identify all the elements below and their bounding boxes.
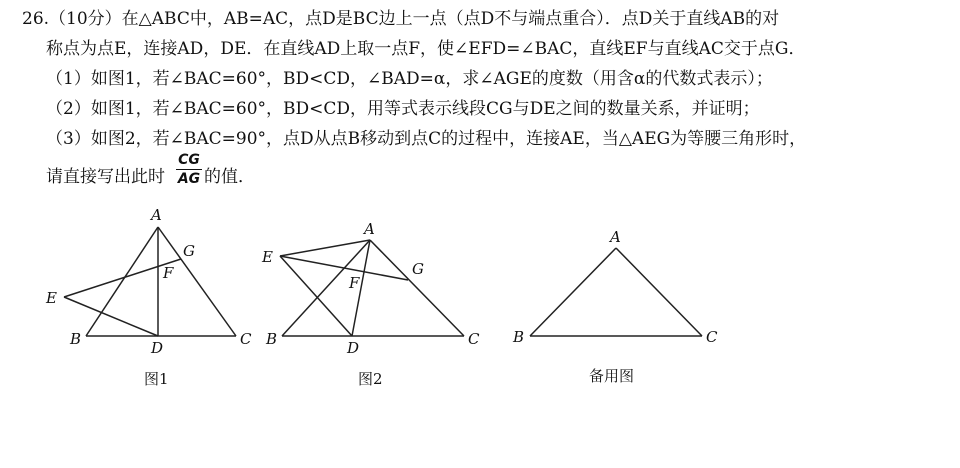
fig2-label-e: E xyxy=(262,248,273,266)
spare-caption: 备用图 xyxy=(589,367,635,385)
fraction-denominator: AG xyxy=(177,171,201,187)
problem-part-3-suffix: 的值． xyxy=(204,167,255,187)
spare-label-c: C xyxy=(706,328,718,346)
fig2-label-d: D xyxy=(347,339,360,357)
fig2-label-c: C xyxy=(468,330,480,348)
problem-line-2: 称点为点E，连接AD，DE．在直线AD上取一点F，使∠EFD=∠BAC，直线EF与直线AC交于点G． xyxy=(46,39,806,59)
spare-label-b: B xyxy=(513,328,525,346)
problem-part-3-prefix: 请直接写出此时 xyxy=(46,167,165,187)
problem-part-2: （2）如图1，若∠BAC=60°，BD<CD，用等式表示线段CG与DE之间的数量关系，并证明； xyxy=(46,99,760,119)
fig1-label-a: A xyxy=(151,206,162,224)
fig1-label-g: G xyxy=(183,242,195,260)
fig2-segment-ac xyxy=(370,240,464,336)
fig1-label-b: B xyxy=(70,330,82,348)
figure-2 xyxy=(261,220,480,388)
fig1-label-d: D xyxy=(151,339,164,357)
fig1-label-e: E xyxy=(46,289,57,307)
problem-line-1: 26.（10分）在△ABC中，AB=AC，点D是BC边上一点（点D不与端点重合）．点D关于直线AB的对 xyxy=(22,9,780,29)
fig1-caption: 图1 xyxy=(144,370,169,388)
figure-spare xyxy=(512,228,718,385)
spare-label-a: A xyxy=(610,228,621,246)
spare-segment-ac xyxy=(616,248,702,336)
spare-segment-ab xyxy=(530,248,616,336)
fig2-label-b: B xyxy=(266,330,278,348)
fig1-segment-ab xyxy=(86,227,158,336)
fig2-label-a: A xyxy=(364,220,375,238)
fig1-label-c: C xyxy=(240,330,252,348)
figure-1 xyxy=(45,206,252,388)
problem-part-1: （1）如图1，若∠BAC=60°，BD<CD，∠BAD=α，求∠AGE的度数（用含α的代数式表示）； xyxy=(46,69,773,89)
fig2-label-g: G xyxy=(412,260,424,278)
fig2-label-f: F xyxy=(349,274,360,292)
fig1-label-f: F xyxy=(163,264,174,282)
problem-part-3: （3）如图2，若∠BAC=90°，点D从点B移动到点C的过程中，连接AE，当△AEG为等腰三角形时， xyxy=(46,129,807,149)
fig2-segment-ea xyxy=(280,240,370,256)
fig2-caption: 图2 xyxy=(358,370,383,388)
fraction-numerator: CG xyxy=(178,152,200,168)
